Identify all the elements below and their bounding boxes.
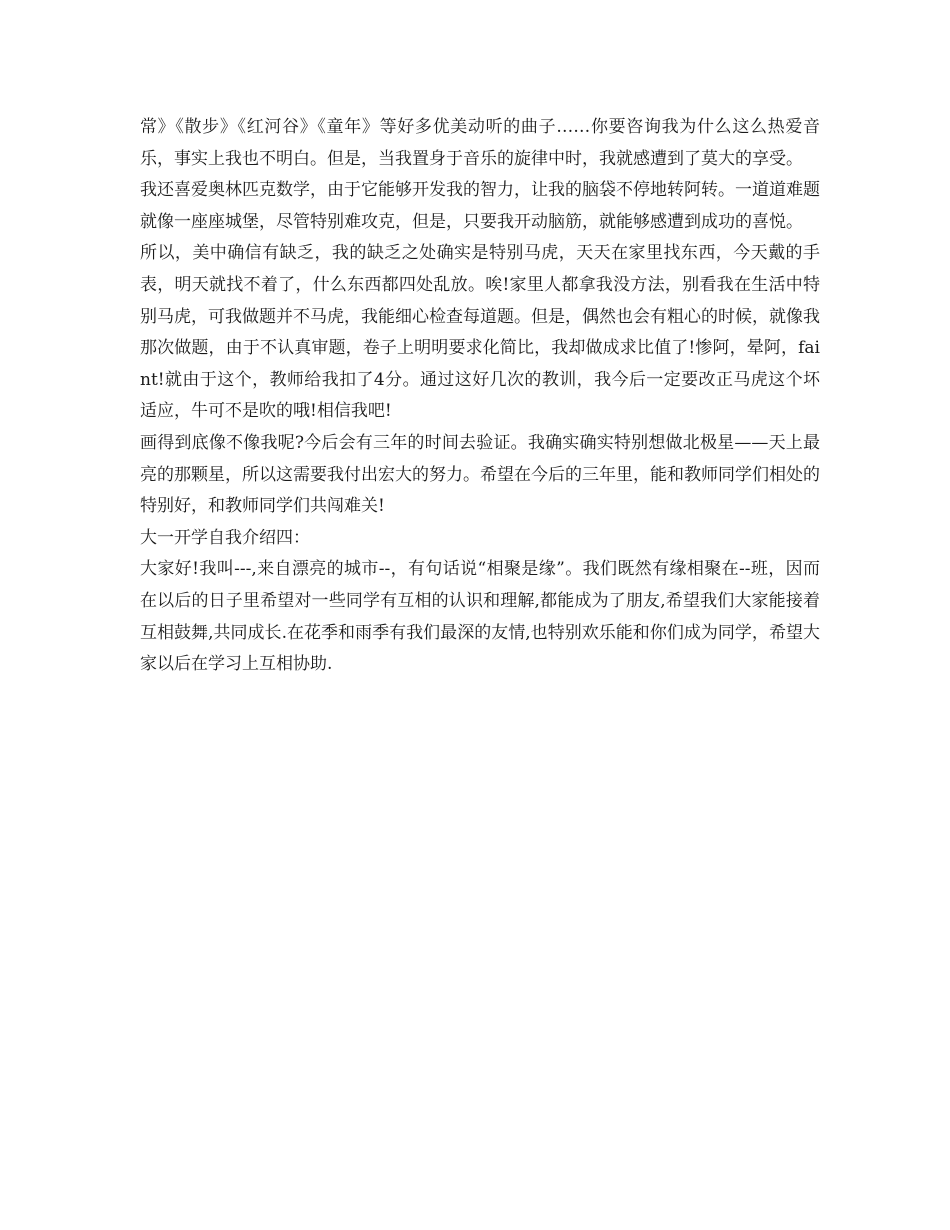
paragraph-introduction: 大家好!我叫---,来自漂亮的城市--，有句话说“相聚是缘”。我们既然有缘相聚在--班，因而在以后的日子里希望对一些同学有互相的认识和理解,都能成为了朋友,希望我们大家能接着互相鼓舞,共同成长.在花季和雨季有我们最深的友情,也特别欢乐能和你们成为同学，希望大家以后在学习上互相协助.: [140, 559, 820, 675]
paragraph-olympiad-math: 我还喜爱奥林匹克数学，由于它能够开发我的智力，让我的脑袋不停地转阿转。一道道难题就像一座座城堡，尽管特别难攻克，但是，只要我开动脑筋，就能够感遭到成功的喜悦。: [140, 180, 820, 232]
document-body: [140, 112, 820, 681]
paragraph-future: 画得到底像不像我呢?今后会有三年的时间去验证。我确实确实特别想做北极星——天上最亮的那颗星，所以这需要我付出宏大的努力。希望在今后的三年里，能和教师同学们相处的特别好，和教师同学们共闯难关!: [140, 432, 820, 517]
section-heading: 大一开学自我介绍四：: [140, 527, 310, 548]
paragraph-shortcomings: 所以，美中确信有缺乏，我的缺乏之处确实是特别马虎，天天在家里找东西，今天戴的手表，明天就找不着了，什么东西都四处乱放。唉!家里人都拿我没方法，别看我在生活中特别马虎，可我做题并不马虎，我能细心检查每道题。但是，偶然也会有粗心的时候，就像我那次做题，由于不认真审题，卷子上明明要求化简比，我却做成求比值了!惨阿，晕阿，faint!就由于这个，教师给我扣了4分。通过这好几次的教训，我今后一定要改正马虎这个坏适应，牛可不是吹的哦!相信我吧!: [140, 243, 820, 422]
paragraph-music: 常》《散步》《红河谷》《童年》等好多优美动听的曲子……你要咨询我为什么这么热爱音乐，事实上我也不明白。但是，当我置身于音乐的旋律中时，我就感遭到了莫大的享受。: [140, 117, 820, 169]
